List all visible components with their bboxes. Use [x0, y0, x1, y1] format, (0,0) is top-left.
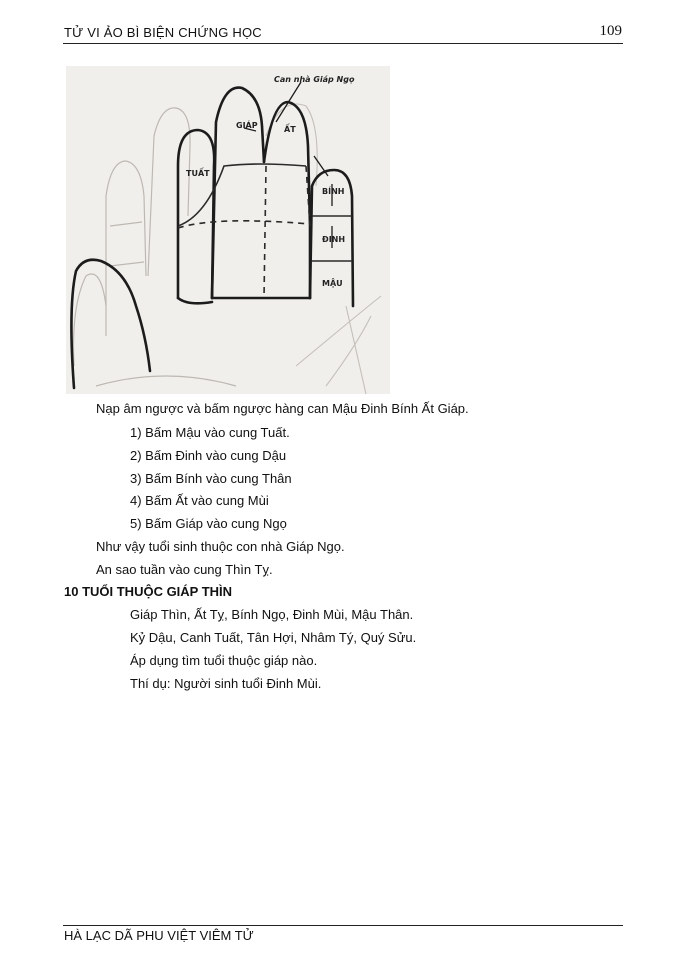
footer-rule	[63, 925, 623, 926]
section-line-4: Thí dụ: Người sinh tuổi Đinh Mùi.	[130, 676, 322, 691]
intro-line: Nạp âm ngược và bấm ngược hàng can Mậu Đinh Bính Ất Giáp.	[96, 401, 469, 416]
running-footer: HÀ LẠC DÃ PHU VIỆT VIÊM TỬ	[64, 928, 254, 943]
label-dinh: ĐINH	[322, 235, 346, 244]
hand-diagram-figure	[66, 66, 390, 394]
hand-diagram-svg	[66, 66, 390, 394]
section-line-1: Giáp Thìn, Ất Tỵ, Bính Ngọ, Đinh Mùi, Mậu Thân.	[130, 607, 414, 622]
label-tuat: TUẤT	[186, 169, 210, 178]
label-binh: BÍNH	[322, 187, 345, 196]
step-3: 3) Bấm Bính vào cung Thân	[130, 471, 292, 486]
running-header-title: TỬ VI ẢO BÌ BIỆN CHỨNG HỌC	[64, 25, 262, 40]
conclusion-line-2: An sao tuần vào cung Thìn Tỵ.	[96, 562, 273, 577]
step-4: 4) Bấm Ất vào cung Mùi	[130, 493, 269, 508]
section-heading: 10 TUỔI THUỘC GIÁP THÌN	[64, 584, 233, 599]
step-5: 5) Bấm Giáp vào cung Ngọ	[130, 516, 287, 531]
header-rule	[63, 43, 623, 44]
label-mau: MẬU	[322, 279, 343, 288]
conclusion-line-1: Như vậy tuổi sinh thuộc con nhà Giáp Ngọ.	[96, 539, 345, 554]
label-at: ẤT	[284, 125, 296, 134]
section-line-3: Áp dụng tìm tuổi thuộc giáp nào.	[130, 653, 318, 668]
label-giap: GIÁP	[236, 121, 258, 130]
page-number: 109	[599, 23, 622, 39]
step-2: 2) Bấm Đinh vào cung Dậu	[130, 448, 287, 463]
step-1: 1) Bấm Mậu vào cung Tuất.	[130, 425, 290, 440]
figure-caption-top: Can nhà Giáp Ngọ	[274, 75, 355, 84]
section-line-2: Kỷ Dậu, Canh Tuất, Tân Hợi, Nhâm Tý, Quý Sửu.	[130, 630, 417, 645]
